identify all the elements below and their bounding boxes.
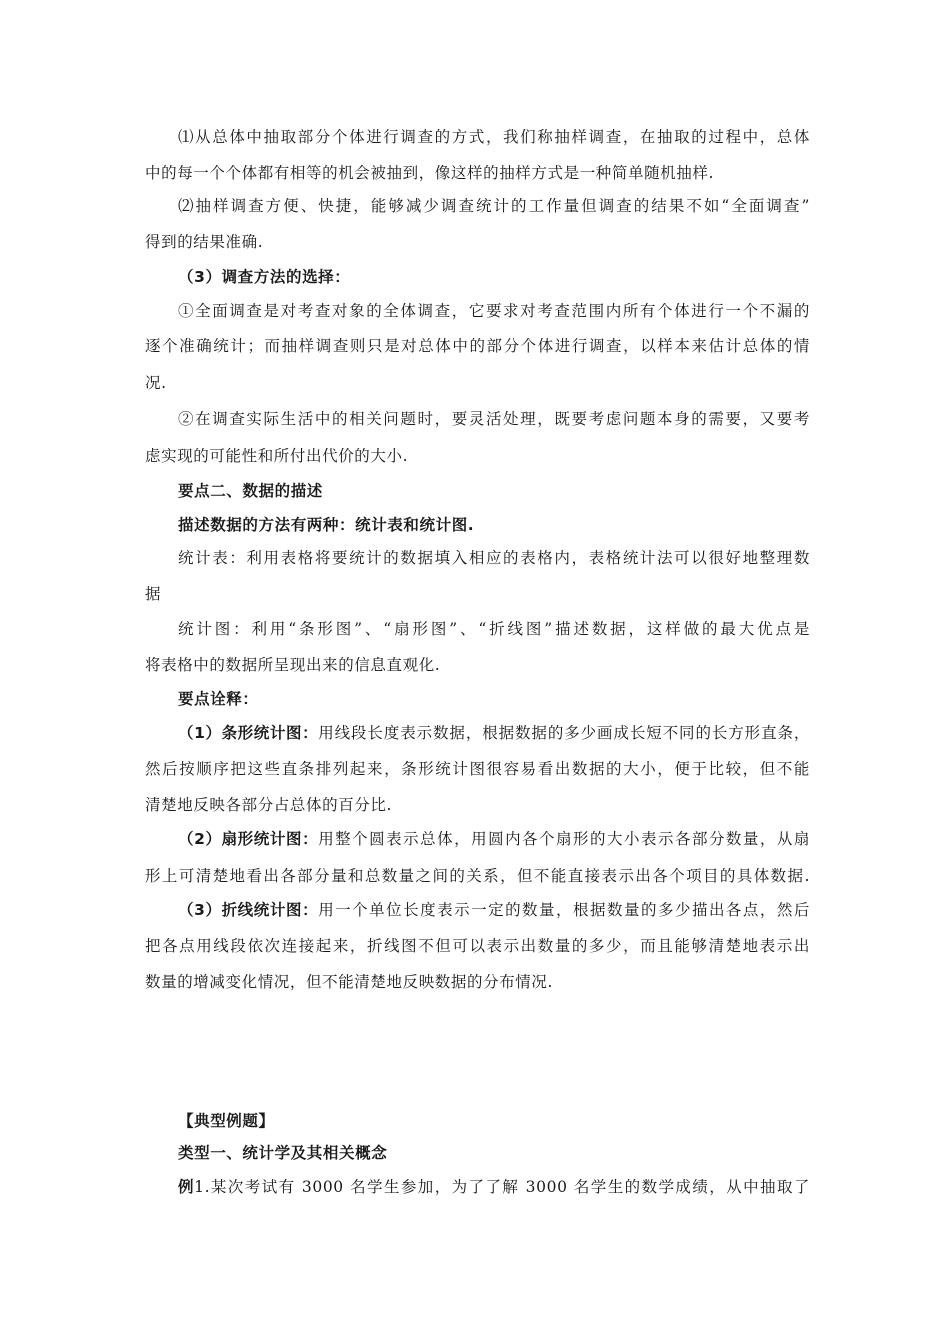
note-text: 用整个圆表示总体，用圆内各个扇形的大小表示各部分数量，从扇: [318, 830, 810, 848]
paragraph-line: ⑴从总体中抽取部分个体进行调查的方式，我们称抽样调查，在抽取的过程中，总体: [178, 128, 810, 146]
paragraph-line: 得到的结果准确.: [145, 233, 264, 251]
paragraph-line: 数量的增减变化情况，但不能清楚地反映数据的分布情况.: [145, 973, 554, 991]
note-text: 用线段长度表示数据，根据数据的多少画成长短不同的长方形直条，: [318, 724, 810, 742]
section-subheading: 描述数据的方法有两种：统计表和统计图.: [178, 516, 475, 534]
paragraph-line: 统计图：利用“条形图”、“扇形图”、“折线图”描述数据，这样做的最大优点是: [178, 620, 810, 638]
paragraph-line: ②在调查实际生活中的相关问题时，要灵活处理，既要考虑问题本身的需要，又要考: [178, 410, 810, 428]
notes-heading: 要点诠释：: [178, 690, 259, 708]
subsection-heading: （3）调查方法的选择：: [178, 268, 351, 286]
paragraph-line: 逐个准确统计；而抽样调查则只是对总体中的部分个体进行调查，以样本来估计总体的情: [145, 337, 810, 355]
paragraph-line: 将表格中的数据所呈现出来的信息直观化.: [145, 656, 441, 674]
note-label: （3）折线统计图：: [178, 901, 319, 919]
note-line: [178, 900, 810, 920]
paragraph-line: 然后按顺序把这些直条排列起来，条形统计图很容易看出数据的大小，便于比较，但不能: [145, 760, 810, 778]
examples-heading: 【典型例题】: [178, 1112, 275, 1130]
paragraph-line: 形上可清楚地看出各部分量和总数量之间的关系，但不能直接表示出各个项目的具体数据.: [145, 867, 810, 885]
note-label: （2）扇形统计图：: [178, 830, 319, 848]
paragraph-line: ①全面调查是对考查对象的全体调查，它要求对考查范围内所有个体进行一个不漏的: [178, 302, 810, 320]
example-text: 1.某次考试有 3000 名学生参加，为了了解 3000 名学生的数学成绩，从中抽取了: [194, 1178, 810, 1196]
paragraph-line: 据: [145, 585, 162, 603]
paragraph-line: 清楚地反映各部分占总体的百分比.: [145, 796, 393, 814]
paragraph-line: 况.: [145, 374, 167, 392]
note-text: 用一个单位长度表示一定的数量，根据数量的多少描出各点，然后: [318, 901, 810, 919]
paragraph-line: 虑实现的可能性和所付出代价的大小.: [145, 447, 409, 465]
note-label: （1）条形统计图：: [178, 724, 319, 742]
paragraph-line: 统计表：利用表格将要统计的数据填入相应的表格内，表格统计法可以很好地整理数: [178, 549, 810, 567]
section-heading: 要点二、数据的描述: [178, 482, 323, 500]
example-label: 例: [178, 1178, 195, 1196]
paragraph-line: ⑵抽样调查方便、快捷，能够减少调查统计的工作量但调查的结果不如“全面调查”: [178, 197, 810, 215]
paragraph-line: 中的每一个个体都有相等的机会被抽到，像这样的抽样方式是一种简单随机抽样.: [145, 164, 715, 182]
type-heading: 类型一、统计学及其相关概念: [178, 1144, 388, 1162]
note-line: [178, 829, 810, 849]
paragraph-line: 把各点用线段依次连接起来，折线图不但可以表示出数量的多少，而且能够清楚地表示出: [145, 937, 810, 955]
example-line: [178, 1177, 810, 1197]
note-line: [178, 723, 810, 743]
